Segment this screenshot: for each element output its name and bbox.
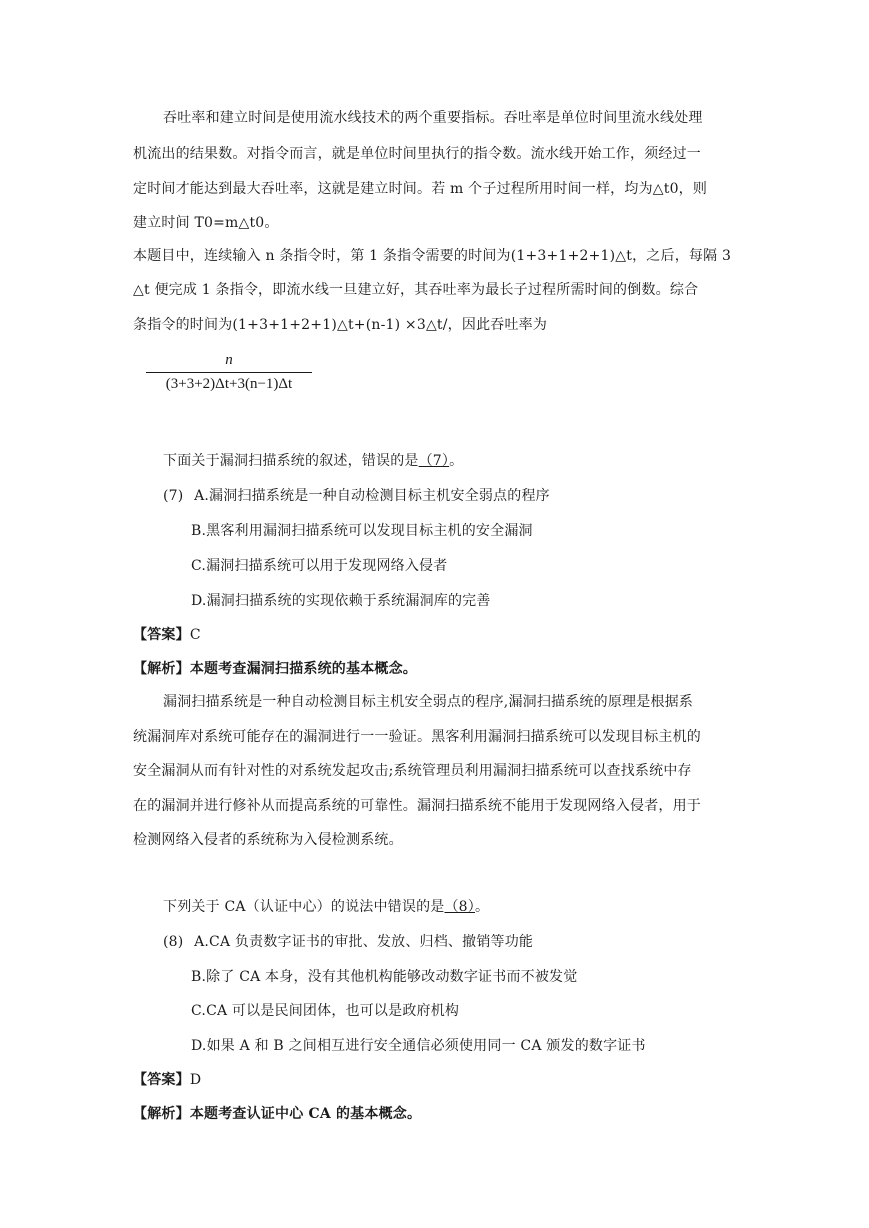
para2-line-3: 条指令的时间为(1+3+1+2+1)△t+(n-1) ×3△t/，因此吞吐率为: [133, 317, 548, 333]
formula-fraction-bar: [146, 372, 312, 373]
q8-stem: [163, 897, 489, 917]
para2-line-2: △t 便完成 1 条指令，即流水线一旦建立好，其吞吐率为最长子过程所需时间的倒数。综合: [133, 282, 699, 298]
para1-line-2: 机流出的结果数。对指令而言，就是单位时间里执行的指令数。流水线开始工作，须经过一: [133, 146, 701, 162]
q8-analysis-label: 【解析】: [133, 1106, 190, 1122]
q8-option-a-row: [163, 932, 533, 952]
q8-answer-value: D: [189, 1072, 202, 1088]
q7-analysis-heading: [133, 659, 417, 679]
q7-analysis-label: 【解析】: [133, 661, 190, 677]
q7-analysis-title: 本题考查漏洞扫描系统的基本概念。: [189, 661, 418, 677]
q7-option-a: A.漏洞扫描系统是一种自动检测目标主机安全弱点的程序: [194, 488, 550, 504]
q8-stem-suffix: 。: [475, 899, 490, 915]
q7-option-b: B.黑客利用漏洞扫描系统可以发现目标主机的安全漏洞: [191, 523, 533, 539]
q7-answer-value: C: [189, 627, 201, 643]
q7-stem-prefix: 下面关于漏洞扫描系统的叙述，错误的是: [163, 453, 419, 469]
para1-line-3: 定时间才能达到最大吞吐率，这就是建立时间。若 m 个子过程所用时间一样，均为△t0，则: [133, 181, 708, 197]
q7-answer-label: 【答案】: [133, 627, 190, 643]
para1-line-1: 吞吐率和建立时间是使用流水线技术的两个重要指标。吞吐率是单位时间里流水线处理: [163, 110, 703, 126]
para2-line-1: 本题目中，连续输入 n 条指令时，第 1 条指令需要的时间为(1+3+1+2+1)△t，之后，每隔 3: [133, 248, 732, 264]
q8-blank: （8）: [444, 899, 475, 915]
q7-option-c: C.漏洞扫描系统可以用于发现网络入侵者: [191, 558, 448, 574]
formula-denominator: (3+3+2)Δt+3(n−1)Δt: [165, 376, 293, 392]
q7-analysis-line-5: 检测网络入侵者的系统称为入侵检测系统。: [133, 832, 403, 848]
q7-blank: （7）: [418, 453, 450, 469]
q7-option-a-row: [163, 486, 550, 506]
q8-answer-label: 【答案】: [133, 1072, 190, 1088]
q7-stem: [163, 451, 463, 471]
q7-analysis-line-1: 漏洞扫描系统是一种自动检测目标主机安全弱点的程序,漏洞扫描系统的原理是根据系: [163, 694, 694, 710]
q8-option-a: A.CA 负责数字证书的审批、发放、归档、撤销等功能: [194, 934, 534, 950]
q7-analysis-line-4: 在的漏洞并进行修补从而提高系统的可靠性。漏洞扫描系统不能用于发现网络入侵者，用于: [133, 798, 701, 814]
q7-stem-suffix: 。: [449, 453, 464, 469]
q8-answer: [133, 1070, 201, 1090]
q8-stem-prefix: 下列关于 CA（认证中心）的说法中错误的是: [163, 899, 445, 915]
q8-option-c: C.CA 可以是民间团体，也可以是政府机构: [191, 1003, 460, 1019]
para1-line-4: 建立时间 T0=m△t0。: [133, 215, 279, 231]
q8-analysis-title: 本题考查认证中心 CA 的基本概念。: [189, 1106, 422, 1122]
throughput-formula: [146, 352, 312, 398]
formula-numerator: n: [225, 352, 233, 368]
q8-analysis-heading: [133, 1104, 421, 1124]
q8-number: (8): [163, 934, 184, 950]
q8-option-b: B.除了 CA 本身，没有其他机构能够改动数字证书而不被发觉: [191, 969, 578, 985]
q7-option-d: D.漏洞扫描系统的实现依赖于系统漏洞库的完善: [191, 593, 491, 609]
q7-answer: [133, 625, 201, 645]
q7-analysis-line-2: 统漏洞库对系统可能存在的漏洞进行一一验证。黑客利用漏洞扫描系统可以发现目标主机的: [133, 729, 701, 745]
q8-option-d: D.如果 A 和 B 之间相互进行安全通信必须使用同一 CA 颁发的数字证书: [191, 1038, 646, 1054]
q7-analysis-line-3: 安全漏洞从而有针对性的对系统发起攻击;系统管理员利用漏洞扫描系统可以查找系统中存: [133, 763, 692, 779]
q7-number: (7): [163, 488, 184, 504]
